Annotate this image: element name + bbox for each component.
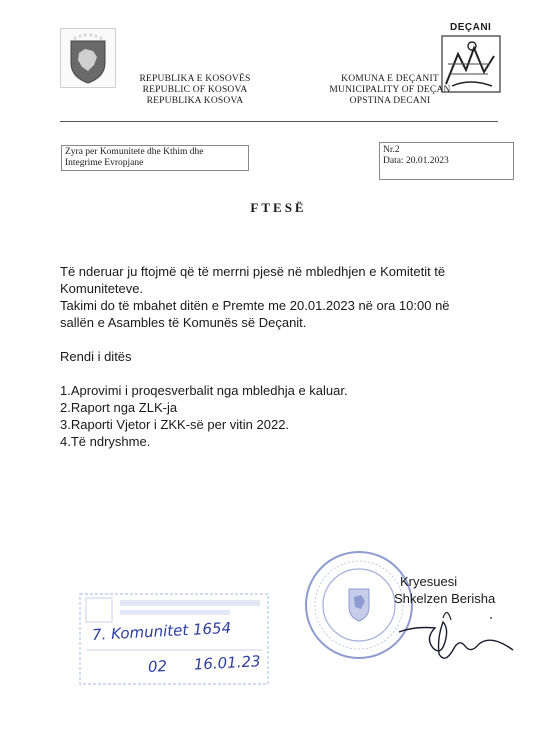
department-line-1: Zyra per Komunitete dhe Kthim dhe <box>65 147 204 157</box>
municipality-logo-icon <box>438 34 502 96</box>
signer-role: Kryesuesi <box>400 574 458 589</box>
header-municipality-en: MUNICIPALITY OF DEÇAN <box>329 85 451 95</box>
kosovo-emblem <box>60 28 116 88</box>
agenda-item-3: 3.Raporti Vjetor i ZKK-së per vitin 2022. <box>60 417 290 432</box>
agenda-item-2: 2.Raport nga ZLK-ja <box>60 400 178 415</box>
header-country <box>110 74 280 107</box>
department-line-2: Integrime Evropjane <box>65 158 144 168</box>
reference-box <box>379 142 514 180</box>
coat-of-arms-icon <box>61 29 115 87</box>
received-stamp-entry: 7. Komunitet 1654 <box>91 618 232 644</box>
intro-line-2: Komuniteteve. <box>60 281 144 296</box>
reference-date: Data: 20.01.2023 <box>383 156 449 166</box>
invitation-body <box>60 263 510 450</box>
department-box <box>61 145 249 171</box>
signer-name: Shkelzen Berisha <box>394 591 496 606</box>
intro-line-3: Takimi do të mbahet ditën e Premte me 20.01.2023 në ora 10:00 në <box>60 298 450 313</box>
intro-line-4: sallën e Asambles të Komunës së Deçanit. <box>60 315 307 330</box>
header-country-sq: REPUBLIKA E KOSOVËS <box>139 74 251 84</box>
header-municipality-sq: KOMUNA E DEÇANIT <box>341 74 439 84</box>
agenda-item-4: 4.Të ndryshme. <box>60 434 151 449</box>
header-country-en: REPUBLIC OF KOSOVA <box>142 85 248 95</box>
document-title: FTESË <box>250 200 307 215</box>
received-stamp-day: 16.01.23 <box>193 652 261 674</box>
intro-line-1: Të nderuar ju ftojmë që të merrni pjesë në mbledhjen e Komitetit të <box>60 264 446 279</box>
reference-number: Nr.2 <box>383 145 400 155</box>
header-country-sr: REPUBLIKA KOSOVA <box>146 96 244 106</box>
header-municipality-sr: OPSTINA DECANI <box>349 96 431 106</box>
header-divider <box>60 121 498 122</box>
received-stamp-code: 02 <box>147 657 168 676</box>
agenda-heading: Rendi i ditës <box>60 349 132 364</box>
handwritten-signature <box>395 598 520 668</box>
agenda-item-1: 1.Aprovimi i proqesverbalit nga mbledhja e kaluar. <box>60 383 348 398</box>
municipality-logo-text: DEÇANI <box>450 22 492 33</box>
